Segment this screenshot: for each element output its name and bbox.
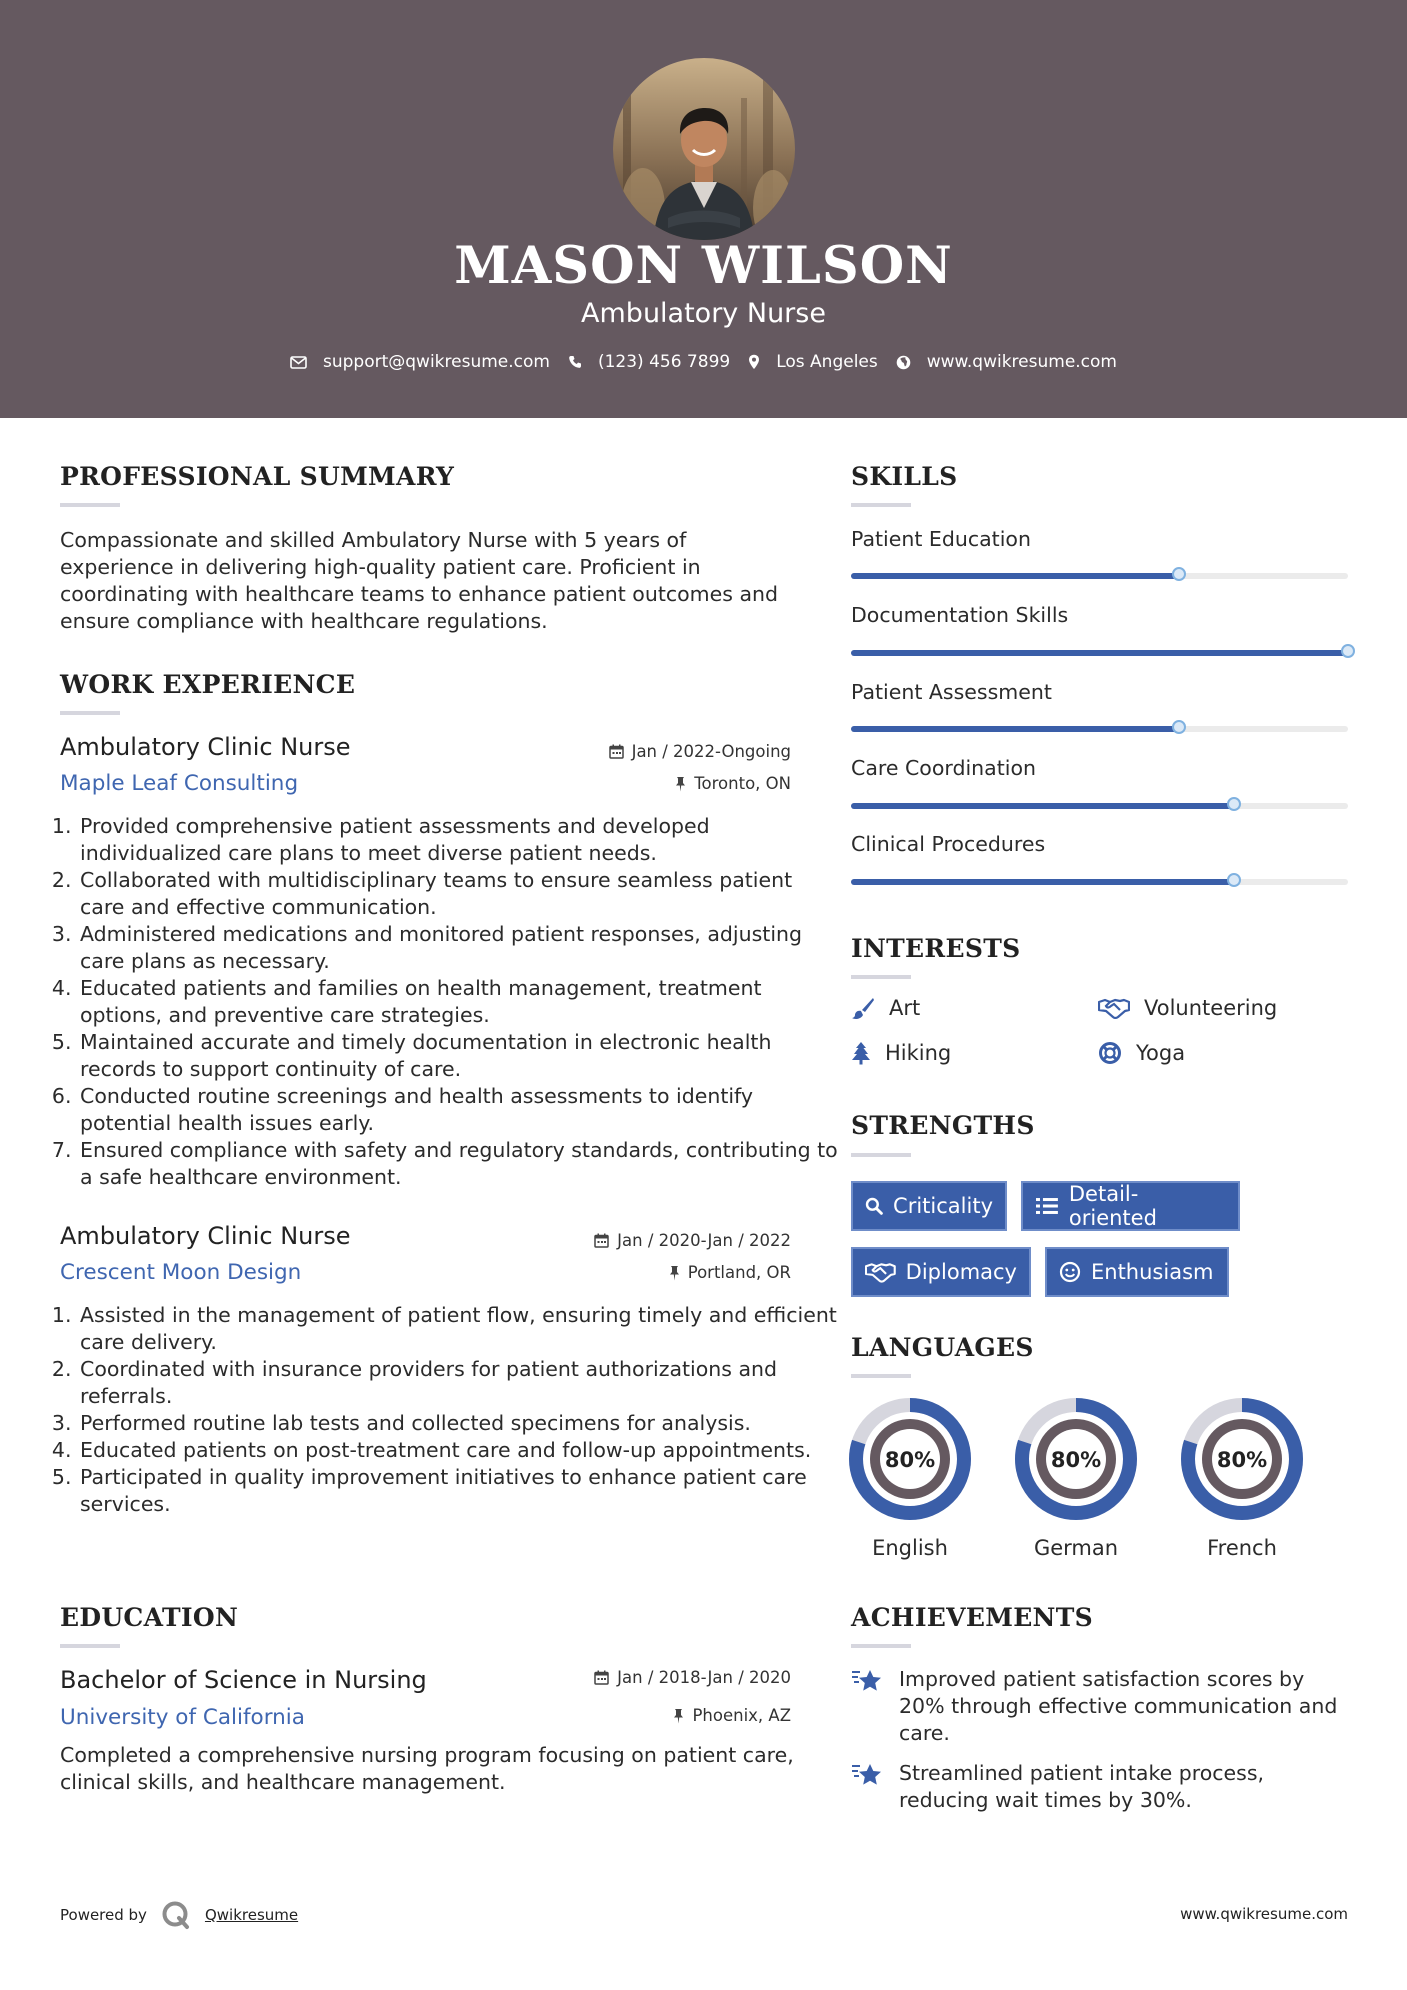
job-location-text: Portland, OR (687, 1263, 791, 1282)
profile-photo (613, 58, 795, 240)
list-item: 4. Educated patients on post-treatment care and follow-up appointments. (78, 1437, 838, 1464)
job-responsibilities (48, 813, 838, 1191)
skill-fill (851, 879, 1234, 885)
education-description: Completed a comprehensive nursing program focusing on patient care, clinical skills, and healthcare management. (60, 1743, 794, 1794)
handshake-icon (1098, 997, 1130, 1019)
contact-website-text: www.qwikresume.com (926, 352, 1117, 372)
skill-name: Patient Education (851, 527, 1031, 551)
list-item: 1. Assisted in the management of patient flow, ensuring timely and efficient care delivery. (78, 1302, 838, 1356)
contact-bar (0, 352, 1407, 372)
list-item: 6. Conducted routine screenings and health assessments to identify potential health issues early. (78, 1083, 838, 1137)
star-icon (851, 1668, 883, 1694)
interest-label: Hiking (885, 1041, 952, 1065)
job-title: Ambulatory Clinic Nurse (60, 733, 351, 761)
list-item: 3. Performed routine lab tests and collected specimens for analysis. (78, 1410, 838, 1437)
education-dates (594, 1668, 791, 1687)
interest-item (851, 996, 920, 1020)
education-dates-text: Jan / 2018-Jan / 2020 (617, 1668, 791, 1687)
job-dates (594, 1231, 791, 1250)
envelope-icon (290, 356, 307, 369)
school-name[interactable]: University of California (60, 1705, 305, 1730)
language-name: German (1033, 1536, 1119, 1560)
contact-phone[interactable] (568, 352, 730, 372)
contact-email[interactable] (290, 352, 550, 372)
skill-bar (851, 650, 1348, 656)
language-ring (845, 1394, 975, 1524)
powered-by-label: Powered by (60, 1906, 147, 1924)
qwikresume-logo-icon (161, 1900, 191, 1930)
section-divider (851, 975, 911, 979)
skill-fill (851, 803, 1234, 809)
lifebuoy-icon (1098, 1041, 1122, 1065)
strength-badge (1021, 1181, 1240, 1231)
company-name[interactable]: Maple Leaf Consulting (60, 771, 299, 796)
skill-knob (1227, 797, 1241, 811)
skills-heading: SKILLS (851, 462, 958, 491)
globe-icon (896, 355, 911, 370)
contact-email-text: support@qwikresume.com (323, 352, 550, 372)
strengths-heading: STRENGTHS (851, 1111, 1035, 1140)
smile-icon (1059, 1261, 1081, 1283)
education-heading: EDUCATION (60, 1603, 239, 1632)
pushpin-icon (673, 1708, 684, 1724)
list-item: 4. Educated patients and families on health management, treatment options, and preventive care strategies. (78, 975, 838, 1029)
section-divider (851, 1644, 911, 1648)
interest-label: Yoga (1136, 1041, 1186, 1065)
skill-knob (1341, 644, 1355, 658)
strength-label: Diplomacy (905, 1260, 1017, 1284)
skill-fill (851, 726, 1179, 732)
skill-knob (1172, 567, 1186, 581)
list-item: 2. Collaborated with multidisciplinary teams to ensure seamless patient care and effective communication. (78, 867, 838, 921)
list-item: 3. Administered medications and monitored patient responses, adjusting care plans as necessary. (78, 921, 838, 975)
calendar-icon (594, 1670, 609, 1685)
achievement-item (851, 1760, 1351, 1814)
strength-label: Enthusiasm (1091, 1260, 1214, 1284)
interest-item (1098, 1041, 1185, 1065)
strength-badge (1045, 1247, 1229, 1297)
skill-name: Clinical Procedures (851, 832, 1046, 856)
achievement-text: Improved patient satisfaction scores by 20% through effective communication and care. (899, 1667, 1338, 1745)
candidate-name: MASON WILSON (454, 236, 953, 296)
skill-bar (851, 879, 1348, 885)
candidate-title: Ambulatory Nurse (581, 298, 826, 329)
map-pin-icon (748, 354, 760, 370)
section-divider (851, 503, 911, 507)
education-location-text: Phoenix, AZ (692, 1706, 791, 1725)
section-divider (851, 1153, 911, 1157)
job-location-text: Toronto, ON (694, 774, 791, 793)
strength-label: Detail-oriented (1068, 1182, 1157, 1230)
list-item: 5. Participated in quality improvement initiatives to enhance patient care services. (78, 1464, 838, 1518)
interest-label: Volunteering (1144, 996, 1278, 1020)
job-dates-text: Jan / 2020-Jan / 2022 (617, 1231, 791, 1250)
calendar-icon (609, 744, 624, 759)
skill-knob (1227, 873, 1241, 887)
experience-heading: WORK EXPERIENCE (60, 670, 356, 699)
skill-name: Patient Assessment (851, 680, 1052, 704)
job-dates-text: Jan / 2022-Ongoing (631, 742, 791, 761)
section-divider (60, 711, 120, 715)
section-divider (60, 503, 120, 507)
tree-icon (851, 1041, 871, 1065)
resume-header (0, 0, 1407, 418)
list-item: 7. Ensured compliance with safety and regulatory standards, contributing to a safe healthcare environment. (78, 1137, 838, 1191)
footer-powered-by (60, 1900, 298, 1930)
interest-item (1098, 996, 1277, 1020)
skill-name: Documentation Skills (851, 603, 1069, 627)
contact-location-text: Los Angeles (776, 352, 878, 372)
paintbrush-icon (851, 996, 875, 1020)
phone-icon (568, 355, 582, 369)
language-item (1011, 1394, 1141, 1560)
job-location (675, 774, 791, 793)
skill-bar (851, 803, 1348, 809)
education-location (673, 1706, 791, 1725)
list-icon (1035, 1196, 1059, 1216)
achievements-heading: ACHIEVEMENTS (851, 1603, 1093, 1632)
skill-name: Care Coordination (851, 756, 1036, 780)
strength-badge (851, 1181, 1007, 1231)
search-icon (865, 1195, 883, 1217)
strength-label: Criticality (893, 1194, 993, 1218)
job-location (669, 1263, 791, 1282)
star-icon (851, 1762, 883, 1788)
summary-heading: PROFESSIONAL SUMMARY (60, 462, 455, 491)
language-ring (1011, 1394, 1141, 1524)
strength-badge (851, 1247, 1031, 1297)
section-divider (60, 1644, 120, 1648)
language-item (1177, 1394, 1307, 1560)
languages-heading: LANGUAGES (851, 1333, 1034, 1362)
language-percent: 80% (1050, 1448, 1102, 1472)
achievement-item (851, 1666, 1351, 1747)
contact-location (748, 352, 878, 372)
company-name[interactable]: Crescent Moon Design (60, 1260, 302, 1285)
section-divider (851, 1374, 911, 1378)
skill-fill (851, 650, 1348, 656)
language-percent: 80% (884, 1448, 936, 1472)
list-item: 2. Coordinated with insurance providers for patient authorizations and referrals. (78, 1356, 838, 1410)
interest-item (851, 1041, 951, 1065)
achievement-text: Streamlined patient intake process, reducing wait times by 30%. (899, 1761, 1265, 1812)
interest-label: Art (889, 996, 921, 1020)
pushpin-icon (675, 776, 686, 792)
job-title: Ambulatory Clinic Nurse (60, 1222, 351, 1250)
handshake-icon (865, 1261, 896, 1283)
contact-website[interactable] (896, 352, 1117, 372)
footer-website-link[interactable]: www.qwikresume.com (1180, 1905, 1348, 1923)
language-item (845, 1394, 975, 1560)
skill-fill (851, 573, 1179, 579)
language-ring (1177, 1394, 1307, 1524)
job-responsibilities (48, 1302, 838, 1518)
language-name: French (1207, 1536, 1277, 1560)
language-name: English (872, 1536, 948, 1560)
degree-title: Bachelor of Science in Nursing (60, 1666, 427, 1694)
calendar-icon (594, 1233, 609, 1248)
skill-knob (1172, 720, 1186, 734)
interests-heading: INTERESTS (851, 934, 1021, 963)
language-percent: 80% (1216, 1448, 1268, 1472)
pushpin-icon (669, 1265, 680, 1281)
footer-brand-link[interactable]: Qwikresume (204, 1906, 299, 1924)
job-dates (609, 742, 791, 761)
list-item: 5. Maintained accurate and timely documentation in electronic health records to support continuity of care. (78, 1029, 838, 1083)
summary-text: Compassionate and skilled Ambulatory Nurse with 5 years of experience in delivering high-quality patient care. Proficient in coordinating with healthcare teams to enhance patient outcomes and ensure compliance with healthcare regulations. (60, 528, 779, 633)
skill-bar (851, 726, 1348, 732)
contact-phone-text: (123) 456 7899 (597, 352, 731, 372)
skill-bar (851, 573, 1348, 579)
list-item: 1. Provided comprehensive patient assessments and developed individualized care plans to meet diverse patient needs. (78, 813, 838, 867)
